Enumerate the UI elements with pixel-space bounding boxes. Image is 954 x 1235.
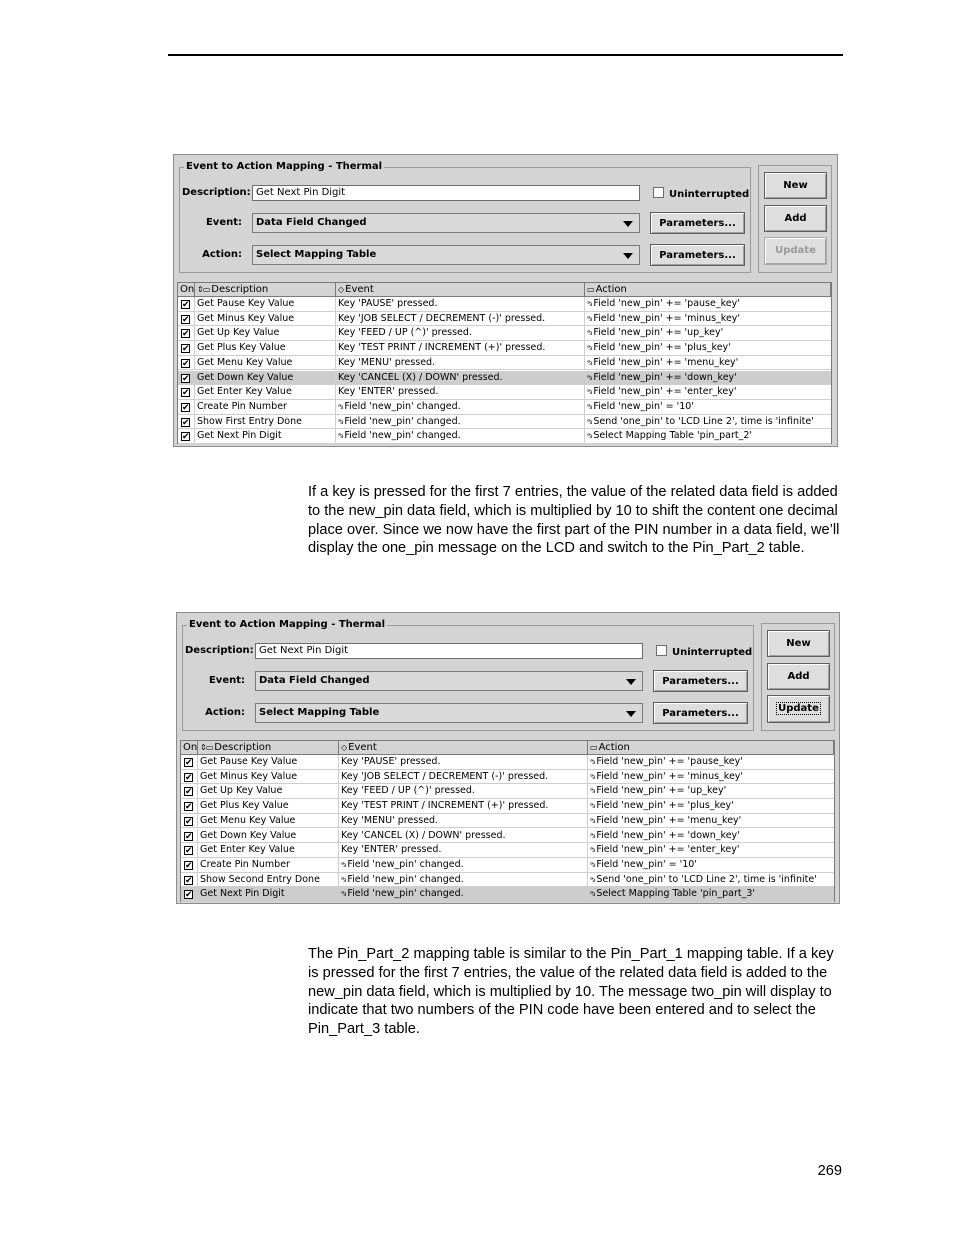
row-event-cell: Key 'PAUSE' pressed. — [336, 297, 585, 311]
row-description-cell: Get Plus Key Value — [198, 799, 339, 813]
data-field-icon: ᵃ₃ — [587, 343, 592, 353]
row-enabled-checkbox[interactable]: ✔ — [185, 875, 193, 886]
row-action-cell: ᵃ₃ Field 'new_pin' += 'menu_key' — [587, 356, 739, 368]
row-description-cell: Create Pin Number — [195, 400, 336, 414]
row-enabled-checkbox[interactable]: ✔ — [185, 816, 193, 827]
row-on-cell[interactable] — [181, 873, 198, 887]
update-button[interactable]: Update — [764, 237, 827, 265]
row-event-cell: Key 'CANCEL (X) / DOWN' pressed. — [339, 829, 588, 843]
row-on-cell[interactable] — [181, 784, 198, 798]
table-row[interactable] — [178, 415, 831, 430]
action-select-value: Select Mapping Table — [256, 249, 377, 260]
column-header-action[interactable]: ▭ Action — [585, 283, 831, 296]
table-row[interactable] — [178, 312, 831, 327]
event-label: Event: — [205, 217, 242, 228]
table-row[interactable] — [181, 843, 834, 858]
data-field-icon: ᵃ₃ — [587, 431, 592, 441]
row-event-cell: Key 'CANCEL (X) / DOWN' pressed. — [336, 371, 585, 385]
event-action-mapping-screenshot-2 — [176, 612, 840, 904]
event-select[interactable] — [255, 671, 643, 691]
table-row[interactable] — [181, 858, 834, 873]
row-action-cell: ᵃ₃ Field 'new_pin' += 'minus_key' — [587, 312, 741, 324]
row-on-cell[interactable] — [181, 814, 198, 828]
row-event-cell: ᵃ₃ Field 'new_pin' changed. — [339, 873, 588, 887]
row-event-cell: ᵃ₃ Field 'new_pin' changed. — [336, 415, 585, 429]
row-description-cell: Get Minus Key Value — [198, 770, 339, 784]
data-field-icon: ᵃ₃ — [590, 815, 595, 825]
data-field-icon: ᵃ₃ — [590, 889, 595, 899]
data-field-icon: ᵃ₃ — [338, 401, 343, 411]
row-on-cell[interactable] — [181, 755, 198, 769]
data-field-icon: ᵃ₃ — [590, 757, 595, 766]
paragraph-1: If a key is pressed for the first 7 entries, the value of the related data field is added to the new_pin data field, which is multiplied by 10 to shift the content one decimal place over. Since we now have the first part of the PIN number in a data field, we’ll display the one_pin message on the LCD and switch to the Pin_Part_2 table. — [308, 484, 840, 557]
event-parameters-button[interactable]: Parameters... — [650, 212, 745, 234]
row-action-cell: ᵃ₃ Field 'new_pin' += 'up_key' — [590, 785, 727, 797]
event-parameters-button[interactable]: Parameters... — [653, 670, 748, 692]
action-column-icon: ▭ — [587, 285, 594, 294]
row-enabled-checkbox[interactable]: ✔ — [182, 344, 190, 355]
table-row[interactable] — [181, 829, 834, 844]
action-parameters-button[interactable]: Parameters... — [650, 244, 745, 266]
row-description-cell: Get Down Key Value — [198, 829, 339, 843]
row-action-cell: ᵃ₃ Send 'one_pin' to 'LCD Line 2', time is 'infinite' — [590, 873, 817, 885]
uninterrupted-checkbox-box[interactable] — [653, 187, 664, 198]
row-description-cell: Get Down Key Value — [195, 371, 336, 385]
table-row[interactable] — [181, 770, 834, 785]
row-action-cell: ᵃ₃ Field 'new_pin' += 'plus_key' — [590, 800, 734, 812]
row-event-cell: Key 'JOB SELECT / DECREMENT (-)' pressed. — [336, 312, 585, 326]
uninterrupted-checkbox[interactable] — [653, 187, 749, 201]
row-enabled-checkbox[interactable]: ✔ — [185, 802, 193, 813]
row-action-cell: ᵃ₃ Field 'new_pin' += 'down_key' — [587, 371, 737, 383]
row-description-cell: Get Up Key Value — [198, 784, 339, 798]
data-field-icon: ᵃ₃ — [590, 874, 595, 884]
data-field-icon: ᵃ₃ — [587, 313, 592, 323]
table-row[interactable] — [178, 400, 831, 415]
column-header-action[interactable]: ▭ Action — [588, 741, 834, 754]
table-row[interactable] — [178, 326, 831, 341]
row-description-cell: Get Plus Key Value — [195, 341, 336, 355]
event-select[interactable] — [252, 213, 640, 233]
uninterrupted-label: Uninterrupted — [669, 189, 750, 200]
table-row[interactable] — [178, 297, 831, 312]
row-enabled-checkbox[interactable]: ✔ — [185, 860, 193, 871]
row-description-cell: Get Enter Key Value — [195, 385, 336, 399]
row-enabled-checkbox[interactable]: ✔ — [182, 300, 190, 310]
row-event-cell: Key 'MENU' pressed. — [336, 356, 585, 370]
event-column-icon: ◇ — [338, 285, 344, 294]
data-field-icon: ᵃ₃ — [590, 859, 595, 869]
data-field-icon: ᵃ₃ — [587, 299, 592, 308]
row-description-cell: Get Menu Key Value — [198, 814, 339, 828]
row-description-cell: Get Pause Key Value — [198, 755, 339, 769]
row-on-cell[interactable] — [181, 799, 198, 813]
row-action-cell: ᵃ₃ Select Mapping Table 'pin_part_2' — [587, 430, 752, 442]
data-field-icon: ᵃ₃ — [338, 431, 343, 441]
column-header-event[interactable]: ◇ Event — [336, 283, 585, 296]
table-row[interactable] — [178, 371, 831, 386]
data-field-icon: ᵃ₃ — [587, 328, 592, 338]
row-action-cell: ᵃ₃ Field 'new_pin' += 'minus_key' — [590, 770, 744, 782]
row-enabled-checkbox[interactable]: ✔ — [185, 758, 193, 768]
row-on-cell[interactable] — [178, 312, 195, 326]
table-row[interactable] — [178, 341, 831, 356]
uninterrupted-checkbox-box[interactable] — [656, 645, 667, 656]
row-description-cell: Get Minus Key Value — [195, 312, 336, 326]
data-field-icon: ᵃ₃ — [590, 830, 595, 840]
row-on-cell[interactable] — [178, 297, 195, 311]
row-on-cell[interactable] — [178, 371, 195, 385]
row-on-cell[interactable] — [181, 843, 198, 857]
data-field-icon: ᵃ₃ — [590, 801, 595, 811]
update-button[interactable]: Update — [767, 695, 830, 723]
data-field-icon: ᵃ₃ — [590, 771, 595, 781]
description-input[interactable]: Get Next Pin Digit — [255, 643, 643, 659]
row-on-cell[interactable] — [178, 400, 195, 414]
row-on-cell[interactable] — [178, 415, 195, 429]
header-rule — [168, 54, 843, 56]
mapping-table — [177, 282, 832, 444]
page-number: 269 — [817, 1163, 842, 1179]
data-field-icon: ᵃ₃ — [590, 845, 595, 855]
action-select-value: Select Mapping Table — [259, 707, 380, 718]
description-input[interactable]: Get Next Pin Digit — [252, 185, 640, 201]
row-enabled-checkbox[interactable]: ✔ — [182, 388, 190, 399]
data-field-icon: ᵃ₃ — [341, 889, 346, 899]
row-action-cell: ᵃ₃ Field 'new_pin' += 'pause_key' — [587, 298, 740, 309]
row-enabled-checkbox[interactable]: ✔ — [182, 314, 190, 325]
row-action-cell: ᵃ₃ Field 'new_pin' += 'enter_key' — [587, 386, 737, 398]
row-event-cell: Key 'FEED / UP (^)' pressed. — [339, 784, 588, 798]
row-description-cell: Get Next Pin Digit — [198, 887, 339, 901]
row-on-cell[interactable] — [181, 887, 198, 901]
data-field-icon: ᵃ₃ — [338, 416, 343, 426]
row-event-cell: ᵃ₃ Field 'new_pin' changed. — [336, 400, 585, 414]
action-label: Action: — [202, 249, 242, 260]
action-select[interactable] — [252, 245, 640, 265]
row-on-cell[interactable] — [178, 356, 195, 370]
row-event-cell: Key 'MENU' pressed. — [339, 814, 588, 828]
group-title: Event to Action Mapping - Thermal — [186, 161, 383, 172]
data-field-icon: ᵃ₃ — [587, 372, 592, 382]
row-description-cell: Get Pause Key Value — [195, 297, 336, 311]
row-action-cell: ᵃ₃ Field 'new_pin' += 'enter_key' — [590, 844, 740, 856]
row-event-cell: Key 'ENTER' pressed. — [339, 843, 588, 857]
row-enabled-checkbox[interactable]: ✔ — [182, 358, 190, 369]
row-on-cell[interactable] — [178, 326, 195, 340]
row-action-cell: ᵃ₃ Field 'new_pin' = '10' — [590, 858, 697, 870]
table-header — [181, 741, 834, 755]
row-action-cell: ᵃ₃ Field 'new_pin' += 'down_key' — [590, 829, 740, 841]
column-header-event[interactable]: ◇ Event — [339, 741, 588, 754]
row-enabled-checkbox[interactable]: ✔ — [185, 890, 193, 901]
row-description-cell: Get Enter Key Value — [198, 843, 339, 857]
chevron-down-icon[interactable] — [623, 253, 633, 259]
row-description-cell: Get Up Key Value — [195, 326, 336, 340]
row-action-cell: ᵃ₃ Field 'new_pin' += 'plus_key' — [587, 342, 731, 354]
row-description-cell: Show Second Entry Done — [198, 873, 339, 887]
event-column-icon: ◇ — [341, 743, 347, 752]
row-event-cell: Key 'JOB SELECT / DECREMENT (-)' pressed. — [339, 770, 588, 784]
row-action-cell: ᵃ₃ Field 'new_pin' = '10' — [587, 400, 694, 412]
row-event-cell: ᵃ₃ Field 'new_pin' changed. — [336, 429, 585, 443]
row-enabled-checkbox[interactable]: ✔ — [182, 432, 190, 443]
row-event-cell: Key 'ENTER' pressed. — [336, 385, 585, 399]
description-label: Description: — [182, 187, 251, 198]
row-on-cell[interactable] — [178, 341, 195, 355]
row-action-cell: ᵃ₃ Field 'new_pin' += 'pause_key' — [590, 756, 743, 767]
event-action-mapping-screenshot-1 — [173, 154, 838, 447]
chevron-down-icon[interactable] — [626, 711, 636, 717]
table-row[interactable] — [181, 814, 834, 829]
row-on-cell[interactable] — [178, 429, 195, 443]
row-event-cell: Key 'PAUSE' pressed. — [339, 755, 588, 769]
column-header-description[interactable]: ⇕▭ Description — [198, 741, 339, 754]
row-description-cell: Show First Entry Done — [195, 415, 336, 429]
description-column-icon: ⇕▭ — [197, 285, 210, 294]
row-action-cell: ᵃ₃ Field 'new_pin' += 'menu_key' — [590, 814, 742, 826]
row-enabled-checkbox[interactable]: ✔ — [185, 831, 193, 842]
chevron-down-icon[interactable] — [626, 679, 636, 685]
row-event-cell: Key 'TEST PRINT / INCREMENT (+)' pressed. — [339, 799, 588, 813]
row-enabled-checkbox[interactable]: ✔ — [182, 402, 190, 413]
row-event-cell: Key 'FEED / UP (^)' pressed. — [336, 326, 585, 340]
row-action-cell: ᵃ₃ Select Mapping Table 'pin_part_3' — [590, 888, 755, 900]
column-header-on[interactable]: On — [180, 284, 195, 295]
row-description-cell: Get Next Pin Digit — [195, 429, 336, 443]
event-select-value: Data Field Changed — [259, 675, 370, 686]
column-header-description[interactable]: ⇕▭ Description — [195, 283, 336, 296]
row-enabled-checkbox[interactable]: ✔ — [185, 787, 193, 798]
row-on-cell[interactable] — [181, 770, 198, 784]
row-enabled-checkbox[interactable]: ✔ — [182, 417, 190, 428]
data-field-icon: ᵃ₃ — [587, 416, 592, 426]
table-row[interactable] — [181, 873, 834, 888]
add-button[interactable]: Add — [767, 663, 830, 690]
table-row[interactable] — [181, 784, 834, 799]
row-description-cell: Create Pin Number — [198, 858, 339, 872]
uninterrupted-label: Uninterrupted — [672, 647, 753, 658]
row-enabled-checkbox[interactable]: ✔ — [185, 846, 193, 857]
row-event-cell: ᵃ₃ Field 'new_pin' changed. — [339, 858, 588, 872]
row-action-cell: ᵃ₃ Send 'one_pin' to 'LCD Line 2', time is 'infinite' — [587, 415, 814, 427]
row-enabled-checkbox[interactable]: ✔ — [182, 329, 190, 340]
chevron-down-icon[interactable] — [623, 221, 633, 227]
row-action-cell: ᵃ₃ Field 'new_pin' += 'up_key' — [587, 327, 724, 339]
table-row[interactable] — [181, 755, 834, 770]
event-select-value: Data Field Changed — [256, 217, 367, 228]
action-label: Action: — [205, 707, 245, 718]
mapping-table — [180, 740, 835, 902]
row-enabled-checkbox[interactable]: ✔ — [182, 373, 190, 384]
group-title: Event to Action Mapping - Thermal — [189, 619, 386, 630]
description-column-icon: ⇕▭ — [200, 743, 213, 752]
uninterrupted-checkbox[interactable] — [656, 645, 752, 659]
description-label: Description: — [185, 645, 254, 656]
row-event-cell: ᵃ₃ Field 'new_pin' changed. — [339, 887, 588, 901]
table-row[interactable] — [178, 385, 831, 400]
row-on-cell[interactable] — [181, 829, 198, 843]
new-button[interactable]: New — [767, 630, 830, 657]
paragraph-2: The Pin_Part_2 mapping table is similar to the Pin_Part_1 mapping table. If a key is pressed for the first 7 entries, the value of the related data field is added to the new_pin data field, which is multiplied by 10. The message two_pin will display to indicate that two numbers of the PIN code have been entered and to select the Pin_Part_3 table. — [308, 946, 834, 1038]
action-parameters-button[interactable]: Parameters... — [653, 702, 748, 724]
action-select[interactable] — [255, 703, 643, 723]
data-field-icon: ᵃ₃ — [587, 401, 592, 411]
table-row[interactable] — [181, 799, 834, 814]
table-row[interactable] — [178, 429, 831, 444]
data-field-icon: ᵃ₃ — [587, 387, 592, 397]
data-field-icon: ᵃ₃ — [341, 859, 346, 869]
row-event-cell: Key 'TEST PRINT / INCREMENT (+)' pressed. — [336, 341, 585, 355]
row-on-cell[interactable] — [181, 858, 198, 872]
column-header-on[interactable]: On — [183, 742, 198, 753]
event-label: Event: — [208, 675, 245, 686]
data-field-icon: ᵃ₃ — [587, 357, 592, 367]
data-field-icon: ᵃ₃ — [590, 786, 595, 796]
row-enabled-checkbox[interactable]: ✔ — [185, 772, 193, 783]
data-field-icon: ᵃ₃ — [341, 874, 346, 884]
action-column-icon: ▭ — [590, 743, 597, 752]
table-row[interactable] — [181, 887, 834, 902]
add-button[interactable]: Add — [764, 205, 827, 232]
row-description-cell: Get Menu Key Value — [195, 356, 336, 370]
new-button[interactable]: New — [764, 172, 827, 199]
table-row[interactable] — [178, 356, 831, 371]
row-on-cell[interactable] — [178, 385, 195, 399]
table-header — [178, 283, 831, 297]
